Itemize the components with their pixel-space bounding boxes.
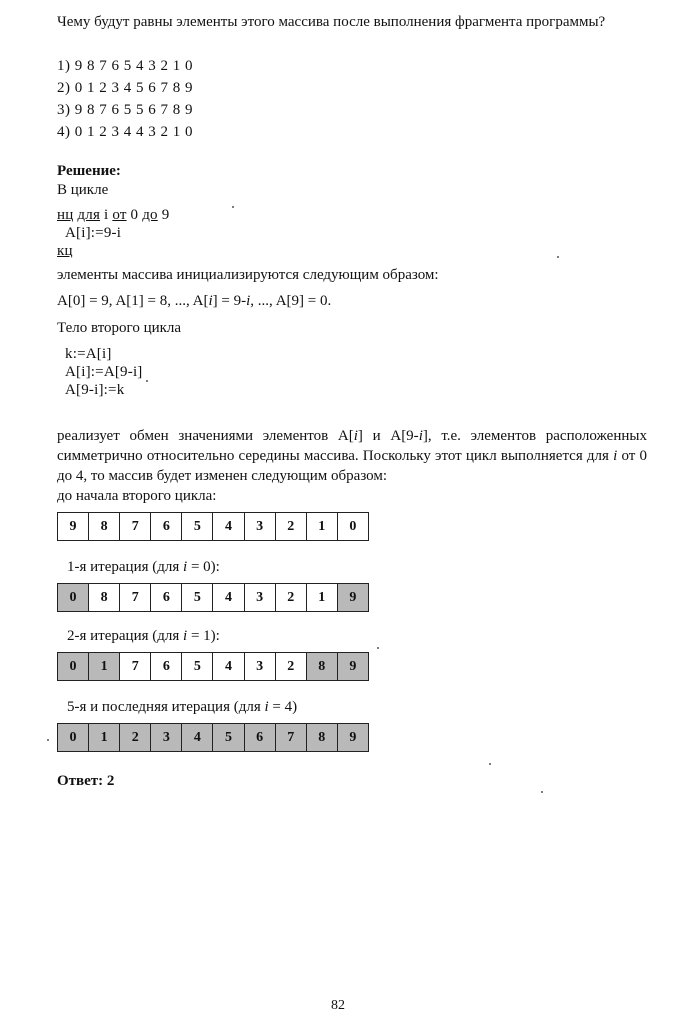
array-cell: 0: [58, 724, 89, 752]
kw-ot: от: [112, 207, 127, 223]
array-cell: 7: [120, 653, 151, 681]
array-cell: 0: [58, 653, 89, 681]
iter2-value: = 1):: [187, 628, 220, 644]
array-cell: 7: [275, 724, 306, 752]
iter1-i: i: [183, 559, 188, 575]
kw-do: до: [142, 207, 158, 223]
array-cell: 9: [337, 584, 368, 612]
array-cell: 3: [244, 653, 275, 681]
explanation-paragraph: [57, 426, 647, 486]
para-part4: от 0 до 4, то массив будет изменен следующим образом:: [57, 448, 648, 484]
array-cell: 9: [58, 513, 89, 541]
iter1-value: = 0):: [187, 559, 220, 575]
formula-i2: i: [246, 293, 251, 309]
array-cell: 7: [120, 584, 151, 612]
scan-speck: [47, 739, 49, 741]
array-cell: 5: [182, 513, 213, 541]
array-iter1: [57, 583, 369, 612]
array-cell: 2: [120, 724, 151, 752]
array-cell: 8: [306, 653, 337, 681]
loop-var: i: [100, 207, 113, 223]
para-part2: ] и A[9-: [357, 428, 419, 444]
array-cell: 4: [213, 653, 244, 681]
loop-from: 0: [126, 207, 143, 223]
scan-speck: [489, 763, 491, 765]
scan-speck: [146, 380, 148, 382]
loop1-header: [57, 207, 169, 224]
second-loop-label: Тело второго цикла: [57, 320, 182, 336]
array-cell: 8: [89, 513, 120, 541]
option-2: 2) 0 1 2 3 4 5 6 7 8 9: [57, 80, 193, 96]
init-formula: [57, 293, 331, 310]
option-3: 3) 9 8 7 6 5 5 6 7 8 9: [57, 102, 193, 118]
array-cell: 1: [306, 584, 337, 612]
array-cell: 9: [337, 724, 368, 752]
array-cell: 1: [89, 724, 120, 752]
scan-speck: [557, 256, 559, 258]
scan-speck: [541, 791, 543, 793]
array-cell: 6: [151, 584, 182, 612]
init-text: элементы массива инициализируются следующим образом:: [57, 267, 439, 283]
array-cell: 6: [151, 653, 182, 681]
array-cell: 8: [306, 724, 337, 752]
iter2-i: i: [183, 628, 188, 644]
formula-part1: A[0] = 9, A[1] = 8, ..., A[: [57, 293, 209, 309]
para-i1: i: [353, 428, 358, 444]
array-cell: 9: [337, 653, 368, 681]
para-part1: реализует обмен значениями элементов A[: [57, 428, 354, 444]
array-cell: 0: [58, 584, 89, 612]
array-cell: 8: [89, 584, 120, 612]
iter2-text: 2-я итерация (для: [67, 628, 184, 644]
kw-nc: нц: [57, 207, 74, 223]
in-loop-text: В цикле: [57, 182, 109, 198]
array-cell: 4: [213, 584, 244, 612]
array-cell: 4: [213, 513, 244, 541]
array-iter2: [57, 652, 369, 681]
array-iter5: [57, 723, 369, 752]
array-before: [57, 512, 369, 541]
scan-speck: [232, 206, 234, 208]
array-cell: 5: [182, 584, 213, 612]
kw-kc: кц: [57, 243, 73, 259]
solution-heading: Решение:: [57, 163, 121, 179]
array-cell: 1: [89, 653, 120, 681]
array-cell: 3: [244, 513, 275, 541]
code2-line2: A[i]:=A[9-i]: [65, 364, 143, 380]
iter5-text: 5-я и последняя итерация (для: [67, 699, 265, 715]
array-cell: 2: [275, 584, 306, 612]
array-cell: 6: [244, 724, 275, 752]
loop1-body: A[i]:=9-i: [65, 225, 122, 241]
page-number: 82: [331, 998, 345, 1013]
option-4: 4) 0 1 2 3 4 4 3 2 1 0: [57, 124, 193, 140]
kw-dlya: для: [77, 207, 101, 223]
para-i2: i: [418, 428, 423, 444]
iter5-value: = 4): [268, 699, 298, 715]
array-cell: 3: [151, 724, 182, 752]
iter1-label: [67, 559, 220, 576]
array-cell: 4: [182, 724, 213, 752]
scan-speck: [377, 647, 379, 649]
array-cell: 1: [306, 513, 337, 541]
iter1-text: 1-я итерация (для: [67, 559, 184, 575]
code2-line3: A[9-i]:=k: [65, 382, 125, 398]
iter5-label: [67, 699, 297, 716]
para-i3: i: [613, 448, 618, 464]
option-1: 1) 9 8 7 6 5 4 3 2 1 0: [57, 58, 193, 74]
array-cell: 2: [275, 653, 306, 681]
array-cell: 0: [337, 513, 368, 541]
array-cell: 6: [151, 513, 182, 541]
formula-part3: , ..., A[9] = 0.: [250, 293, 332, 309]
iter5-i: i: [264, 699, 269, 715]
code2-line1: k:=A[i]: [65, 346, 112, 362]
array-cell: 3: [244, 584, 275, 612]
para-part3: ], т.е. элементов расположенных симметрично относительно середины массива. Поскольку этот цикл выполняется для: [57, 428, 647, 464]
formula-part2: ] = 9-: [212, 293, 247, 309]
array-cell: 2: [275, 513, 306, 541]
array-cell: 5: [213, 724, 244, 752]
array-cell: 7: [120, 513, 151, 541]
before-label: до начала второго цикла:: [57, 488, 217, 504]
question-text: Чему будут равны элементы этого массива после выполнения фрагмента программы?: [57, 14, 606, 30]
answer-text: Ответ: 2: [57, 773, 115, 789]
loop-to: 9: [157, 207, 170, 223]
iter2-label: [67, 628, 220, 645]
array-cell: 5: [182, 653, 213, 681]
formula-i1: i: [208, 293, 213, 309]
